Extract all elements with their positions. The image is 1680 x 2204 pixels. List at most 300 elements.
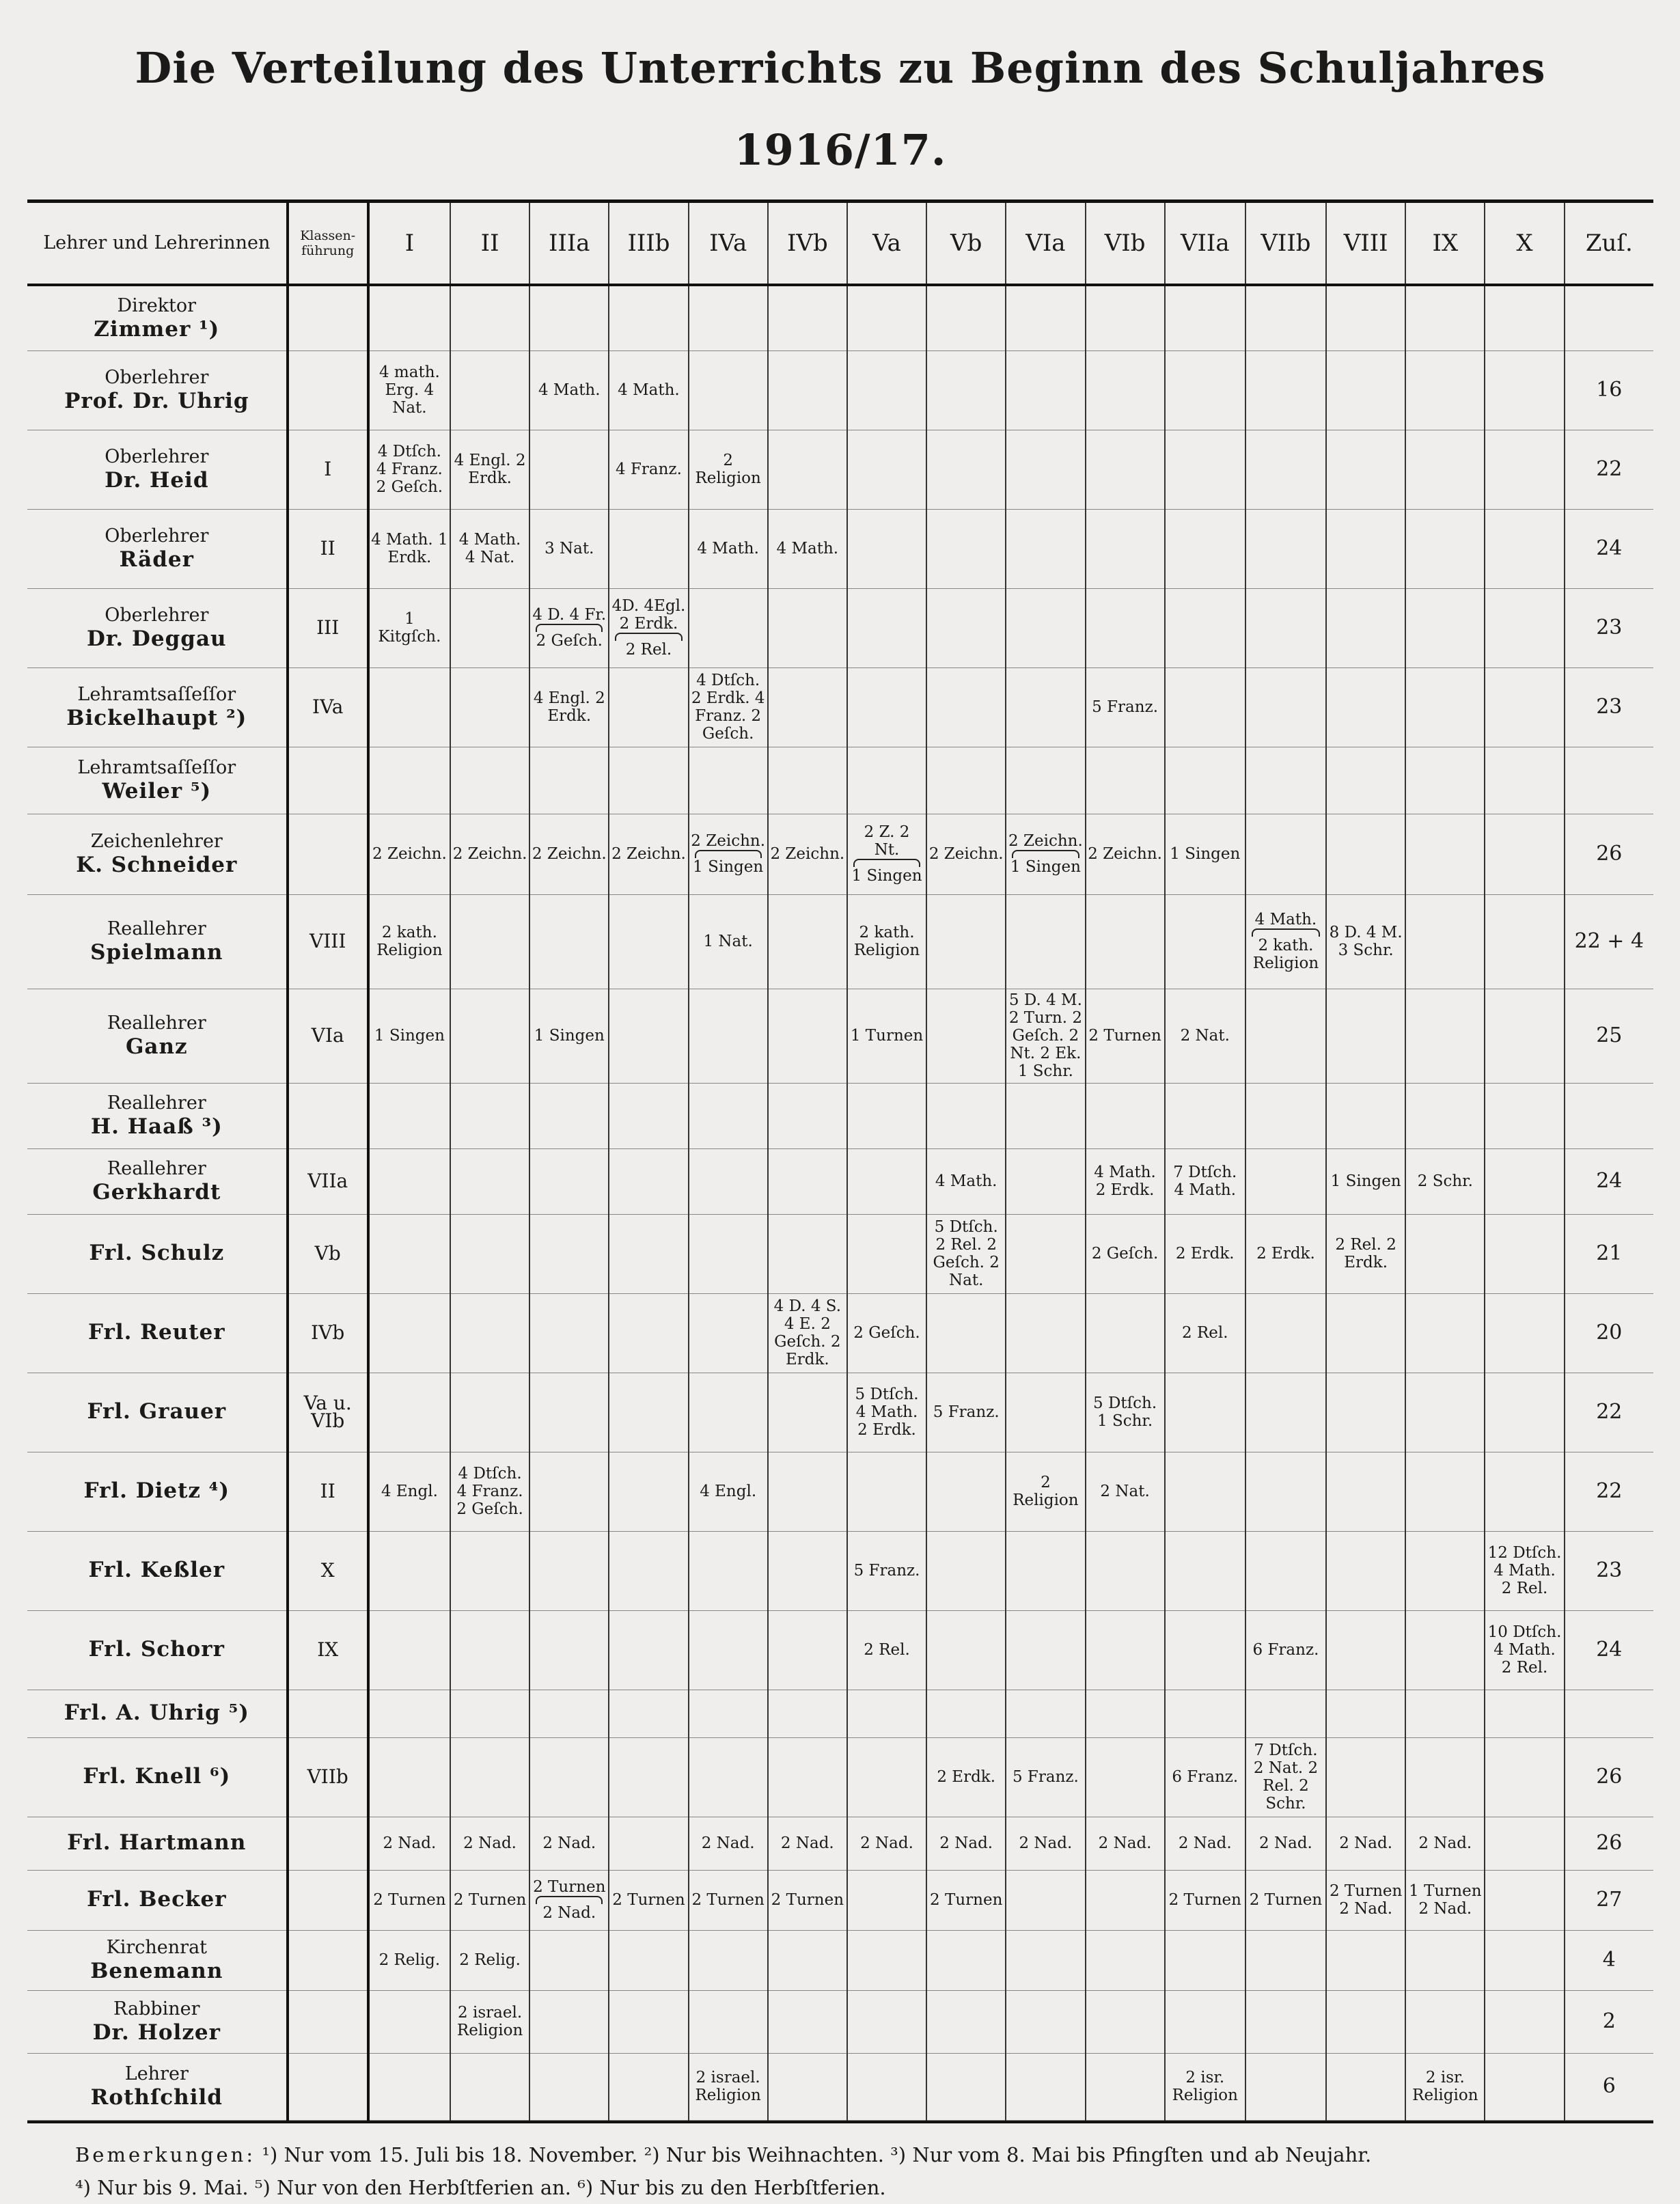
lesson-cell: [768, 509, 847, 588]
lesson-cell: [450, 894, 529, 989]
lesson-cell: [926, 509, 1006, 588]
lesson-cell: [847, 1148, 926, 1214]
brace-mark: [695, 850, 762, 858]
brace-mark: [1252, 928, 1320, 937]
lesson-cell: [847, 1531, 926, 1610]
lesson-cell: [1086, 1083, 1165, 1148]
lesson-cell: [368, 1690, 450, 1737]
lesson-cell: [368, 1214, 450, 1293]
teacher-name: Zimmer ¹): [94, 316, 220, 342]
lesson-text: 2 Nad.: [1178, 1834, 1232, 1852]
teacher-row: [27, 1690, 1653, 1737]
lesson-text: 5 Dtſch. 2 Rel. 2 Geſch. 2 Nat.: [933, 1218, 1000, 1289]
lesson-cell: [450, 1610, 529, 1690]
lesson-text: 2 Geſch.: [1091, 1245, 1159, 1263]
sum-cell: [1565, 747, 1653, 814]
lesson-cell: [368, 350, 450, 430]
header-class: VIIb: [1245, 203, 1326, 285]
lesson-cell: [689, 509, 768, 588]
lesson-cell: [1326, 588, 1405, 667]
lesson-text: 5 Dtſch. 4 Math. 2 Erdk.: [855, 1386, 919, 1439]
sum-cell: [1565, 285, 1653, 350]
lesson-cell: [1326, 1610, 1405, 1690]
lesson-cell: [847, 1452, 926, 1531]
lesson-cell: [529, 1990, 609, 2053]
lesson-text: 1 Turnen 2 Nad.: [1409, 1882, 1482, 1918]
sum-cell: 26: [1565, 1817, 1653, 1870]
lesson-cell: [1245, 1083, 1326, 1148]
sum-cell: 22: [1565, 430, 1653, 509]
lesson-text: 1 Singen: [534, 1027, 605, 1045]
sum-cell: 21: [1565, 1214, 1653, 1293]
lesson-cell: [847, 814, 926, 894]
lesson-cell: [609, 1373, 688, 1452]
lesson-cell: [1485, 667, 1564, 747]
lesson-cell: [529, 1817, 609, 1870]
sum-cell: 4: [1565, 1930, 1653, 1990]
lesson-cell: [768, 2053, 847, 2120]
lesson-cell: [689, 1293, 768, 1373]
lesson-cell: [1165, 1373, 1245, 1452]
lesson-text: 2 Erdk.: [1256, 1245, 1315, 1263]
lesson-cell: [609, 894, 688, 989]
teacher-name-cell: [27, 1083, 288, 1148]
lesson-cell: [529, 509, 609, 588]
lesson-cell: [689, 1610, 768, 1690]
lesson-cell: [1405, 1214, 1485, 1293]
class-lead-cell: VIII: [288, 894, 368, 989]
lesson-cell: [1245, 814, 1326, 894]
lesson-text: 4 Dtſch. 2 Erdk. 4 Franz. 2 Geſch.: [691, 672, 765, 743]
header-class: IIIb: [609, 203, 688, 285]
lesson-cell: [768, 1373, 847, 1452]
lesson-cell: [1485, 1214, 1564, 1293]
lesson-cell: [768, 1610, 847, 1690]
lesson-text: 2 Religion: [695, 452, 761, 487]
lesson-text: 4 Math.: [1254, 911, 1317, 928]
lesson-text: 2 israel. Religion: [695, 2069, 761, 2104]
lesson-text: 2 Nad.: [1019, 1834, 1073, 1852]
lesson-cell: [689, 667, 768, 747]
lesson-cell: [1485, 509, 1564, 588]
header-class: X: [1485, 203, 1564, 285]
lesson-text: 4 Engl. 2 Erdk.: [533, 689, 605, 725]
teacher-name: K. Schneider: [76, 853, 238, 877]
class-lead-cell: [288, 1690, 368, 1737]
lesson-cell: [1086, 1148, 1165, 1214]
sum-cell: [1565, 1083, 1653, 1148]
lesson-cell: [609, 667, 688, 747]
teacher-row: [27, 989, 1653, 1083]
lesson-cell: [689, 814, 768, 894]
lesson-cell: [450, 1452, 529, 1531]
lesson-cell: [450, 1148, 529, 1214]
class-lead-cell: Va u. VIb: [288, 1373, 368, 1452]
teacher-name: Frl. Knell ⁶): [83, 1764, 231, 1789]
lesson-cell: [609, 1870, 688, 1930]
lesson-cell: [609, 509, 688, 588]
teacher-name: Frl. Reuter: [88, 1320, 225, 1345]
lesson-cell: [847, 1990, 926, 2053]
teacher-name: Rothſchild: [90, 2085, 223, 2110]
lesson-cell: [1086, 894, 1165, 989]
lesson-cell: [1245, 1990, 1326, 2053]
teacher-row: [27, 1214, 1653, 1293]
lesson-cell: [529, 894, 609, 989]
lesson-cell: [1485, 1531, 1564, 1610]
lesson-cell: [450, 350, 529, 430]
lesson-cell: [1006, 1452, 1085, 1531]
remarks-line-1: [75, 2138, 1653, 2171]
lesson-cell: [609, 285, 688, 350]
teacher-name: Gerkhardt: [92, 1180, 221, 1204]
lesson-text: 2 Nad.: [1098, 1834, 1152, 1852]
lesson-cell: [1485, 350, 1564, 430]
header-class: II: [450, 203, 529, 285]
lesson-cell: [1485, 285, 1564, 350]
header-class: Vb: [926, 203, 1006, 285]
header-class: IX: [1405, 203, 1485, 285]
teacher-role: Oberlehrer: [105, 446, 209, 467]
lesson-text: 4D. 4Egl. 2 Erdk.: [611, 597, 686, 633]
teacher-row: [27, 588, 1653, 667]
lesson-cell: [1086, 1990, 1165, 2053]
teacher-name-cell: [27, 588, 288, 667]
lesson-cell: [689, 2053, 768, 2120]
sum-cell: [1565, 1690, 1653, 1737]
lesson-text: 2 Geſch.: [536, 632, 603, 650]
lesson-cell: [768, 1214, 847, 1293]
lesson-cell: [1245, 1737, 1326, 1817]
brace-mark: [536, 1896, 603, 1904]
lesson-cell: [368, 1148, 450, 1214]
lesson-cell: [1485, 1610, 1564, 1690]
lesson-cell: [1485, 1083, 1564, 1148]
lesson-cell: [609, 1817, 688, 1870]
lesson-cell: [450, 747, 529, 814]
lesson-cell: [1245, 1817, 1326, 1870]
lesson-cell: [368, 1930, 450, 1990]
lesson-cell: [1405, 588, 1485, 667]
lesson-cell: [1245, 1452, 1326, 1531]
teacher-name: Benemann: [90, 1959, 223, 1983]
lesson-text: 7 Dtſch. 4 Math.: [1173, 1163, 1237, 1199]
lesson-cell: [1165, 1930, 1245, 1990]
lesson-cell: [689, 1990, 768, 2053]
lesson-cell: [768, 1293, 847, 1373]
teacher-name-cell: [27, 1452, 288, 1531]
lesson-cell: [689, 1870, 768, 1930]
lesson-text: 4 math. Erg. 4 Nat.: [378, 363, 440, 417]
lesson-cell: [529, 588, 609, 667]
lesson-text: 4 Math.: [776, 540, 839, 557]
lesson-cell: [609, 747, 688, 814]
lesson-cell: [1485, 1990, 1564, 2053]
lesson-text: 2 Geſch.: [853, 1324, 920, 1342]
lesson-cell: [609, 1083, 688, 1148]
teacher-role: Reallehrer: [107, 1092, 206, 1114]
lesson-text: 2 Zeichn.: [372, 845, 447, 863]
lesson-text: 2 Nad.: [1259, 1834, 1312, 1852]
lesson-text: 2 Nad.: [701, 1834, 755, 1852]
lesson-cell: [847, 2053, 926, 2120]
lesson-text: 5 Franz.: [1012, 1768, 1079, 1786]
lesson-cell: [368, 1373, 450, 1452]
teacher-role: Lehramtsaſſeſſor: [77, 684, 236, 705]
lesson-cell: [1326, 1452, 1405, 1531]
lesson-text: 3 Nat.: [545, 540, 594, 557]
lesson-text: 2 Nad.: [860, 1834, 913, 1852]
sum-cell: 24: [1565, 1610, 1653, 1690]
teacher-name: Frl. Grauer: [87, 1399, 227, 1424]
lesson-cell: [1245, 2053, 1326, 2120]
teacher-name-cell: [27, 814, 288, 894]
lesson-text: 4 Dtſch. 4 Franz. 2 Geſch.: [456, 1465, 523, 1518]
lesson-text: 2 israel. Religion: [456, 2004, 523, 2039]
lesson-text: 6 Franz.: [1252, 1641, 1319, 1659]
header-class: I: [368, 203, 450, 285]
lesson-cell: [689, 989, 768, 1083]
lesson-cell: [1006, 2053, 1085, 2120]
header-class: IIIa: [529, 203, 609, 285]
teacher-name: Dr. Holzer: [92, 2020, 221, 2045]
lesson-cell: [1245, 1373, 1326, 1452]
lesson-cell: [529, 430, 609, 509]
lesson-cell: [1086, 588, 1165, 667]
teacher-role: Reallehrer: [107, 1013, 206, 1034]
lesson-cell: [1405, 1373, 1485, 1452]
lesson-cell: [768, 430, 847, 509]
lesson-cell: [1326, 1930, 1405, 1990]
remarks: [27, 2138, 1653, 2204]
teacher-row: [27, 1083, 1653, 1148]
lesson-cell: [768, 747, 847, 814]
lesson-cell: [768, 1737, 847, 1817]
header-class: Va: [847, 203, 926, 285]
lesson-cell: [609, 1610, 688, 1690]
lesson-text: 5 Franz.: [1092, 698, 1159, 716]
lesson-cell: [1405, 814, 1485, 894]
table-bottom-rule: [27, 2121, 1653, 2123]
lesson-cell: [926, 1990, 1006, 2053]
lesson-text: 1 Turnen: [850, 1027, 924, 1045]
lesson-cell: [1006, 430, 1085, 509]
lesson-cell: [450, 1690, 529, 1737]
lesson-cell: [1165, 1452, 1245, 1531]
lesson-text: 2 Zeichn.: [532, 845, 607, 863]
lesson-cell: [609, 1531, 688, 1610]
lesson-cell: [1165, 1148, 1245, 1214]
lesson-cell: [1405, 430, 1485, 509]
lesson-text: 5 Franz.: [853, 1562, 920, 1580]
lesson-cell: [689, 1930, 768, 1990]
class-lead-cell: VIIb: [288, 1737, 368, 1817]
lesson-cell: [1245, 1293, 1326, 1373]
lesson-text: 4 Math.: [618, 381, 680, 399]
sum-cell: 16: [1565, 350, 1653, 430]
brace-mark: [1012, 850, 1079, 858]
lesson-text: 2 Rel. 2 Erdk.: [1335, 1236, 1396, 1271]
teacher-name: Prof. Dr. Uhrig: [64, 389, 249, 413]
header-class: VIa: [1006, 203, 1085, 285]
lesson-cell: [768, 667, 847, 747]
lesson-cell: [1485, 1148, 1564, 1214]
lesson-text: 2 Relig.: [459, 1951, 521, 1969]
lesson-text: 2 Zeichn.: [611, 845, 686, 863]
lesson-cell: [847, 350, 926, 430]
lesson-text: 2 Schr.: [1417, 1172, 1473, 1190]
teacher-name: Räder: [119, 547, 194, 572]
lesson-text: 2 Nat.: [1100, 1483, 1150, 1500]
lesson-cell: [926, 814, 1006, 894]
lesson-text: 2 Zeichn.: [770, 845, 845, 863]
class-lead-cell: Vb: [288, 1214, 368, 1293]
lesson-text: 2 Rel.: [625, 641, 672, 659]
lesson-cell: [609, 1452, 688, 1531]
lesson-cell: [1165, 285, 1245, 350]
lesson-cell: [768, 1083, 847, 1148]
lesson-cell: [689, 1083, 768, 1148]
remarks-line-2: ⁴) Nur bis 9. Mai. ⁵) Nur von den Herbſtferien an. ⁶) Nur bis zu den Herbſtferien.: [75, 2175, 886, 2199]
teacher-row: [27, 1373, 1653, 1452]
lesson-cell: [926, 894, 1006, 989]
lesson-cell: [1326, 747, 1405, 814]
lesson-cell: [1086, 747, 1165, 814]
sum-cell: 23: [1565, 588, 1653, 667]
teacher-row: [27, 1990, 1653, 2053]
lesson-cell: [847, 1817, 926, 1870]
lesson-cell: [768, 588, 847, 667]
lesson-text: 2 Nad.: [1418, 1834, 1472, 1852]
teacher-name-cell: [27, 1214, 288, 1293]
lesson-cell: [1485, 2053, 1564, 2120]
class-lead-cell: I: [288, 430, 368, 509]
lesson-cell: [1165, 1990, 1245, 2053]
lesson-cell: [1245, 1870, 1326, 1930]
lesson-cell: [1245, 667, 1326, 747]
lesson-cell: [1326, 1817, 1405, 1870]
header-teacher: Lehrer und Lehrerinnen: [27, 203, 288, 285]
lesson-cell: [689, 350, 768, 430]
lesson-cell: [847, 747, 926, 814]
lesson-cell: [368, 1531, 450, 1610]
lesson-text: 2 Turnen: [533, 1878, 606, 1896]
lesson-cell: [1165, 1610, 1245, 1690]
teacher-name: Frl. A. Uhrig ⁵): [64, 1700, 249, 1725]
lesson-text: 1 Singen: [1330, 1172, 1401, 1190]
lesson-cell: [1245, 509, 1326, 588]
lesson-cell: [368, 1452, 450, 1531]
lesson-cell: [768, 1990, 847, 2053]
lesson-cell: [689, 1737, 768, 1817]
lesson-cell: [768, 1148, 847, 1214]
teacher-name: Frl. Hartmann: [67, 1830, 247, 1855]
lesson-cell: [1006, 667, 1085, 747]
lesson-cell: [1006, 285, 1085, 350]
lesson-cell: [926, 1737, 1006, 1817]
teacher-name-cell: [27, 667, 288, 747]
lesson-cell: [1245, 1531, 1326, 1610]
lesson-cell: [1485, 1373, 1564, 1452]
lesson-text: 5 D. 4 M. 2 Turn. 2 Geſch. 2 Nt. 2 Ek. 1 Schr.: [1008, 991, 1082, 1080]
lesson-text: 2 isr. Religion: [1412, 2069, 1478, 2104]
lesson-cell: [1405, 350, 1485, 430]
lesson-cell: [1405, 1930, 1485, 1990]
lesson-cell: [689, 430, 768, 509]
lesson-cell: [609, 814, 688, 894]
lesson-text: 2 Erdk.: [937, 1768, 996, 1786]
lesson-cell: [689, 1214, 768, 1293]
lesson-text: 4 D. 4 S. 4 E. 2 Geſch. 2 Erdk.: [773, 1297, 842, 1368]
lesson-cell: [1086, 1817, 1165, 1870]
lesson-cell: [529, 350, 609, 430]
teacher-name-cell: [27, 1148, 288, 1214]
lesson-text: 2 Nad.: [542, 1834, 596, 1852]
lesson-cell: [1405, 1737, 1485, 1817]
teacher-name: Frl. Schorr: [88, 1637, 225, 1662]
lesson-cell: [1326, 2053, 1405, 2120]
lesson-cell: [609, 1690, 688, 1737]
lesson-cell: [1165, 1817, 1245, 1870]
lesson-cell: [1326, 1990, 1405, 2053]
lesson-text: 2 Turnen: [930, 1891, 1003, 1909]
lesson-cell: [1485, 894, 1564, 989]
lesson-cell: [450, 667, 529, 747]
lesson-cell: [768, 285, 847, 350]
lesson-text: 12 Dtſch. 4 Math. 2 Rel.: [1487, 1544, 1562, 1597]
lesson-cell: [926, 588, 1006, 667]
lesson-text: 2 Zeichn.: [1088, 845, 1162, 863]
lesson-cell: [368, 1610, 450, 1690]
lesson-cell: [368, 894, 450, 989]
lesson-text: 4 Math.: [935, 1172, 997, 1190]
sum-cell: 2: [1565, 1990, 1653, 2053]
teacher-row: [27, 747, 1653, 814]
teacher-role: Direktor: [117, 294, 197, 316]
lesson-cell: [1006, 1148, 1085, 1214]
lesson-cell: [1326, 1293, 1405, 1373]
lesson-cell: [529, 2053, 609, 2120]
lesson-text: 4 Dtſch. 4 Franz. 2 Geſch.: [376, 443, 443, 496]
lesson-cell: [609, 1293, 688, 1373]
lesson-cell: [529, 1293, 609, 1373]
sum-cell: 26: [1565, 814, 1653, 894]
teacher-name-cell: [27, 1373, 288, 1452]
class-lead-cell: IX: [288, 1610, 368, 1690]
class-lead-cell: [288, 814, 368, 894]
lesson-cell: [1326, 1083, 1405, 1148]
lesson-cell: [529, 747, 609, 814]
teacher-row: [27, 1870, 1653, 1930]
lesson-cell: [1245, 1148, 1326, 1214]
lesson-text: 2 Turnen 2 Nad.: [1329, 1882, 1403, 1918]
lesson-cell: [1405, 747, 1485, 814]
lesson-cell: [609, 1214, 688, 1293]
lesson-cell: [609, 2053, 688, 2120]
lesson-cell: [1326, 667, 1405, 747]
teacher-name: Bickelhaupt ²): [66, 706, 247, 730]
lesson-cell: [1006, 1690, 1085, 1737]
teacher-name: Dr. Deggau: [87, 626, 227, 651]
lesson-cell: [768, 1870, 847, 1930]
lesson-cell: [1006, 989, 1085, 1083]
teacher-row: [27, 1610, 1653, 1690]
class-lead-cell: VIa: [288, 989, 368, 1083]
lesson-text: 2 Zeichn.: [452, 845, 527, 863]
lesson-cell: [1165, 1690, 1245, 1737]
lesson-cell: [1326, 509, 1405, 588]
lesson-cell: [1006, 1531, 1085, 1610]
